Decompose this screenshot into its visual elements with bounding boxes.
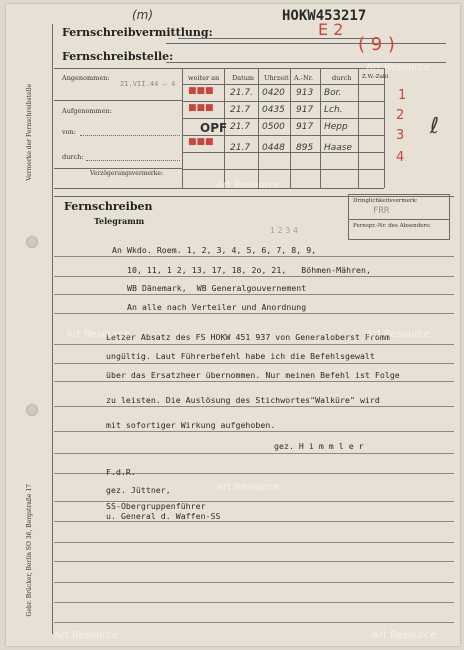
label-aufgenommen: Aufgenommen: (62, 107, 112, 115)
telegram-title: Fernschreiben (64, 200, 153, 213)
row3-durch: Hepp (324, 122, 348, 132)
col-uhrzeit: Uhrzeit (264, 74, 289, 82)
row1-durch: Bor. (324, 88, 342, 98)
label-durch: durch: (62, 153, 84, 161)
initials-top: (m) (132, 8, 154, 22)
col-weiter: weiter an (188, 74, 220, 82)
margin-rule (52, 24, 53, 634)
row1-datum: 21.7. (230, 88, 253, 98)
urgency-label: Dringlichkeitsvermerk: (353, 198, 418, 204)
red-mark-row1: ■■■ (188, 86, 214, 96)
text-line-7: über das Ersatzheer übernommen. Nur meinen Befehl ist Folge (106, 370, 400, 380)
text-fdr: F.d.R. (106, 467, 136, 477)
row3-weiter: OPF (200, 121, 228, 135)
text-line-3: WB Dänemark, WB Generalgouvernement (127, 283, 307, 293)
label-delay: Verzögerungsvermerke: (90, 170, 164, 177)
text-rank-1: SS-Obergruppenführer (106, 501, 206, 511)
punch-hole-bottom (26, 404, 38, 416)
margin-number-4: 4 (396, 150, 405, 165)
pencil-numbers: 1 2 3 4 (270, 226, 298, 235)
side-label-upper: Vermerke der Fernschreibstelle (26, 84, 33, 181)
punch-hole-top (26, 236, 38, 248)
text-line-5: Letzer Absatz des FS HOKW 451 937 von Generaloberst Fromm (106, 332, 390, 342)
col-datum: Datum (232, 74, 255, 82)
red-annotation-bracket: ( 9 ) (358, 34, 395, 55)
margin-number-2: 2 (396, 108, 405, 123)
row4-anr: 895 (296, 143, 314, 153)
row2-uhrzeit: 0435 (262, 105, 285, 115)
row3-anr: 917 (296, 122, 314, 132)
vermittlung-label: Fernschreibvermittlung: (62, 26, 213, 39)
text-line-4: An alle nach Verteiler und Anordnung (127, 302, 307, 312)
row1-uhrzeit: 0420 (262, 88, 285, 98)
sender-number-label: Fernspr.-Nr. des Absenders: (353, 223, 431, 229)
text-line-8: zu leisten. Die Auslösung des Stichwortes"Walküre" wird (106, 395, 380, 405)
col-durch: durch (332, 74, 352, 82)
watermark-6: Art Resource (54, 630, 118, 641)
urgency-box (348, 194, 450, 240)
watermark-2: Art Resource (216, 180, 280, 191)
red-mark-row4: ■■■ (188, 137, 214, 147)
text-line-2: 10, 11, 1 2, 13, 17, 18, 2o, 21, Böhmen-Mähren, (127, 265, 371, 275)
telegram-subtitle: Telegramm (94, 216, 145, 226)
row2-datum: 21.7 (230, 105, 251, 115)
label-angenommen: Angenommen: (62, 74, 110, 82)
stelle-label: Fernschreibstelle: (62, 50, 174, 63)
red-annotation-top: E 2 (318, 20, 344, 39)
text-line-1: An Wkdo. Roem. 1, 2, 3, 4, 5, 6, 7, 8, 9, (112, 245, 317, 255)
row3-datum: 21.7 (230, 122, 251, 132)
row4-uhrzeit: 0448 (262, 143, 285, 153)
row2-anr: 917 (296, 105, 314, 115)
row4-datum: 21.7 (230, 143, 251, 153)
telegram-form (6, 4, 460, 646)
text-line-9: mit sofortiger Wirkung aufgehoben. (106, 420, 276, 430)
text-juettner: gez. Jüttner, (106, 485, 171, 495)
urgency-value: FRR (373, 206, 390, 216)
col-anr: A.-Nr. (294, 74, 314, 82)
margin-number-1: 1 (398, 88, 407, 103)
row3-uhrzeit: 0500 (262, 122, 285, 132)
row1-anr: 913 (296, 88, 314, 98)
watermark-1: Art Resource (366, 62, 430, 73)
text-line-6: ungültig. Laut Führerbefehl habe ich die Befehlsgewalt (106, 351, 375, 361)
received-stamp: 21.VII.44 — 4 (120, 80, 176, 88)
watermark-7: Art Resource (372, 630, 436, 641)
margin-number-3: 3 (396, 128, 405, 143)
row2-durch: Lch. (324, 105, 343, 115)
red-mark-row2: ■■■ (188, 103, 214, 113)
signature-right: ℓ (430, 114, 440, 139)
document-number: HOKW453217 (282, 8, 367, 24)
row4-durch: Haase (324, 143, 353, 153)
signature-himmler: gez. H i m m l e r (274, 441, 364, 451)
watermark-5: Art Resource (216, 482, 280, 493)
text-rank-2: u. General d. Waffen-SS (106, 511, 221, 521)
watermark-3: Art Resource (66, 329, 130, 340)
col-zwzahl: Z.W.-Zahl (362, 74, 389, 80)
side-label-lower: Gebr. Brücker, Berlin SO 36, Bergstraße 17 (26, 484, 33, 617)
label-von: von: (62, 128, 76, 136)
watermark-4: Art Resource (366, 329, 430, 340)
